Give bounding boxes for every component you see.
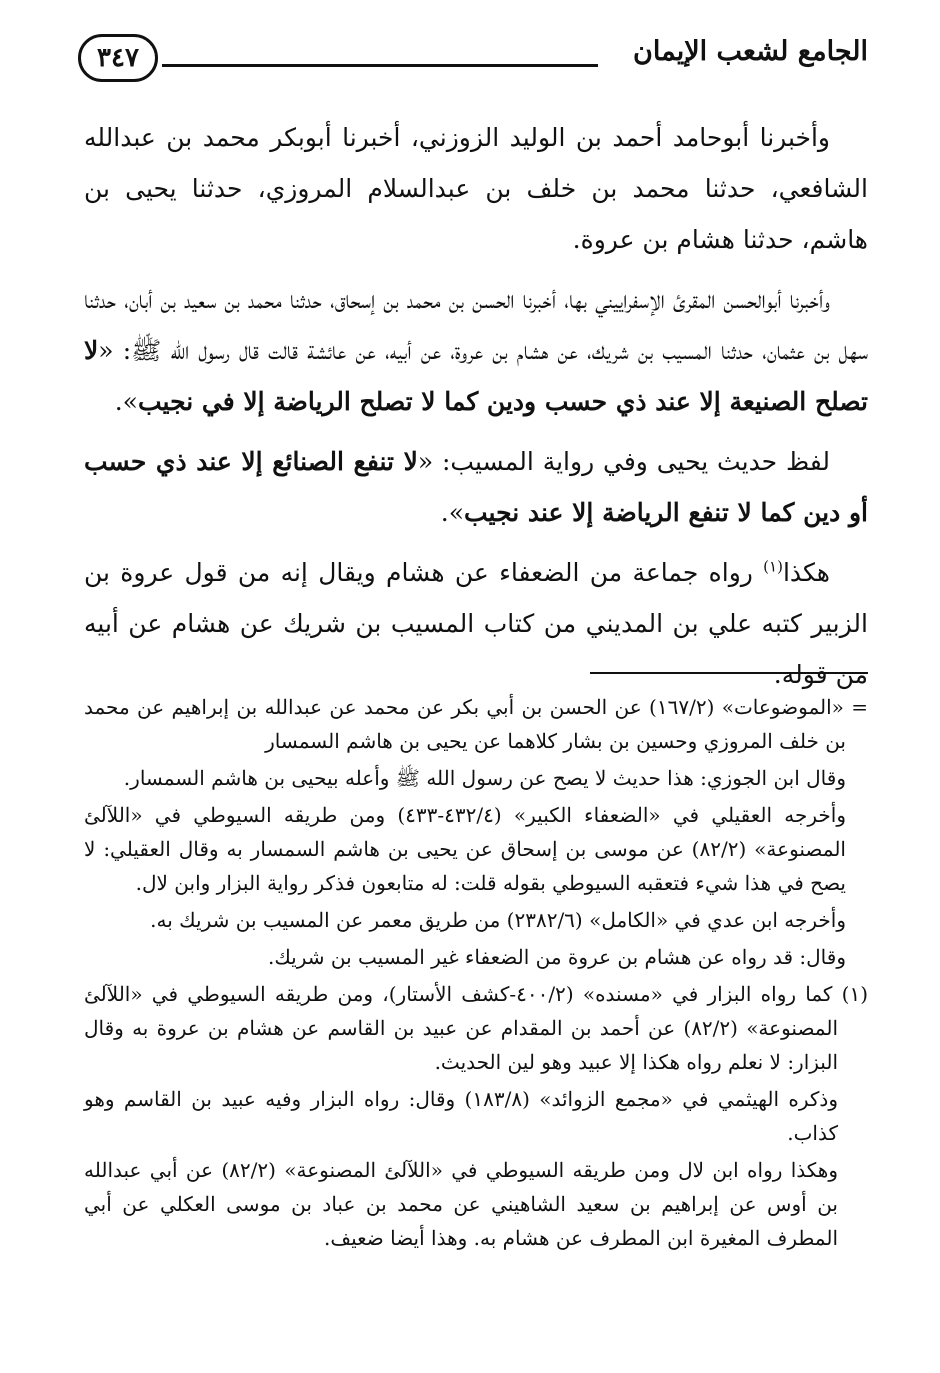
paragraph-1: وأخبرنا أبوحامد أحمد بن الوليد الزوزني، أخبرنا أبوبكر محمد بن عبدالله الشافعي، حدثنا محمد بن خلف بن عبدالسلام المروزي، حدثنا يحيى بن هاشم، حدثنا هشام بن عروة. [84, 123, 868, 254]
footnote-separator [590, 672, 868, 674]
footnote-marker: (١) [763, 557, 783, 576]
paragraph-4 [84, 547, 868, 700]
header-rule [162, 64, 598, 67]
running-title: الجامع لشعب الإيمان [633, 36, 868, 67]
hadith-text-1: لا تصلح الصنيعة إلا عند ذي حسب ودين كما لا تصلح الرياضة إلا في نجيب [84, 336, 868, 416]
footnote-continuation-line-5: وقال: قد رواه عن هشام بن عروة من الضعفاء غير المسيب بن شريك. [267, 945, 846, 969]
paragraph-3 [84, 436, 868, 538]
paragraph-4-word: هكذا [782, 558, 830, 587]
paragraph-3-close: ». [440, 498, 464, 527]
page-header [78, 30, 868, 86]
hadith-text-2: لا تنفع الصنائع إلا عند ذي حسب أو دين كما لا تنفع الرياضة إلا عند نجيب [84, 447, 868, 527]
footnote-continuation-line-3: وأخرجه العقيلي في «الضعفاء الكبير» (٤٣٢/٤-٤٣٣) ومن طريقه السيوطي في «اللآلئ المصنوعة» (٨٢/٢) عن موسى بن إسحاق عن يحيى بن هاشم السمسار به وقال العقيلي: لا يصح في هذا شيء فتعقبه السيوطي بقوله قلت: له متابعون فذكر رواية البزار وابن لال. [84, 803, 847, 895]
paragraph-2-intro: وأخبرنا أبوالحسن المقرئ الإسفراييني بها، أخبرنا الحسن بن محمد بن إسحاق، حدثنا محمد بن سعيد بن أبان، حدثنا سهل بن عثمان، حدثنا المسيب بن شريك، عن هشام بن عروة، عن أبيه، عن عائشة قالت قال رسول الله ﷺ: « [84, 285, 868, 365]
footnote-continuation-line-1: = «الموضوعات» (١٦٧/٢) عن الحسن بن أبي بكر عن محمد عن عبدالله بن إبراهيم عن محمد بن خلف المروزي وحسين بن بشار كلاهما عن يحيى بن هاشم السمسار [84, 695, 868, 753]
paragraph-4-rest: رواه جماعة من الضعفاء عن هشام ويقال إنه من قول عروة بن الزبير كتبه علي بن المديني من كتاب المسيب بن شريك عن هشام عن أبيه من قوله. [84, 558, 868, 689]
paragraph-2 [84, 274, 868, 427]
main-text [84, 112, 868, 709]
paragraph-3-intro: لفظ حديث يحيى وفي رواية المسيب: « [417, 447, 830, 476]
footnote-1-part-2: وذكره الهيثمي في «مجمع الزوائد» (١٨٣/٨) وقال: رواه البزار وفيه عبيد بن القاسم وهو كذاب. [84, 1087, 838, 1145]
paragraph-2-close: ». [114, 387, 138, 416]
page-number-badge: ٣٤٧ [78, 34, 158, 82]
footnote-continuation-line-2: وقال ابن الجوزي: هذا حديث لا يصح عن رسول الله ﷺ وأعله بيحيى بن هاشم السمسار. [123, 766, 846, 790]
footnote-1-part-3: وهكذا رواه ابن لال ومن طريقه السيوطي في «اللآلئ المصنوعة» (٨٢/٢) عن أبي عبدالله بن أوس عن إبراهيم بن سعيد الشاهيني عن محمد بن عباد بن موسى العكلي عن أبي المطرف المغيرة ابن المطرف عن هشام به. وهذا أيضا ضعيف. [84, 1158, 838, 1250]
footnotes [84, 690, 868, 1258]
footnote-1: (١) كما رواه البزار في «مسنده» (٤٠٠/٢-كشف الأستار)، ومن طريقه السيوطي في «اللآلئ المصنوعة» (٨٢/٢) عن أحمد بن المقدام عن عبيد بن القاسم عن هشام بن عروة به وقال البزار: لا نعلم رواه هكذا إلا عبيد وهو لين الحديث. [84, 982, 868, 1074]
footnote-continuation-line-4: وأخرجه ابن عدي في «الكامل» (٢٣٨٢/٦) من طريق معمر عن المسيب بن شريك به. [150, 908, 846, 932]
